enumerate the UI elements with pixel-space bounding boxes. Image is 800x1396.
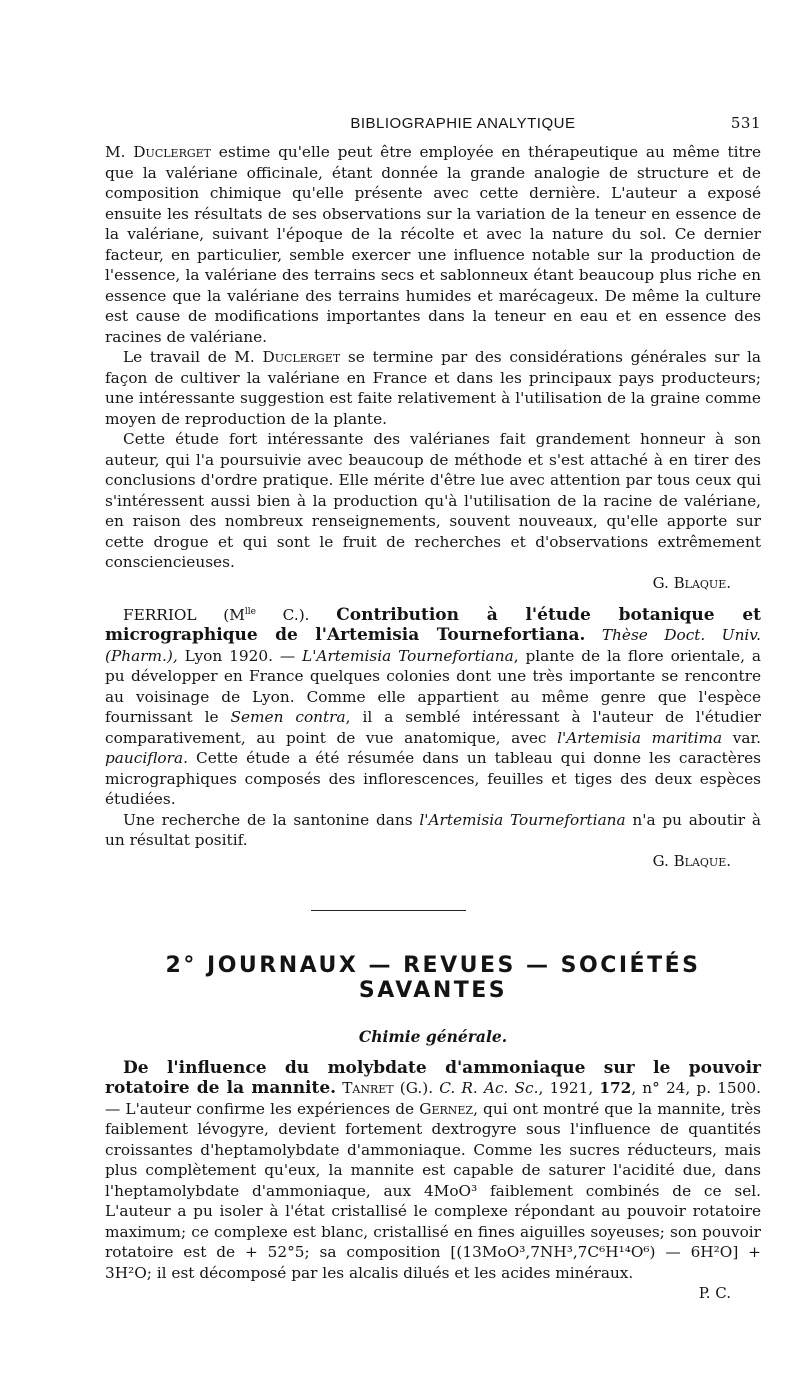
text: n'a pu aboutir à un résultat positif. xyxy=(105,810,762,850)
review-ferriol xyxy=(105,602,761,870)
author-name: Duclerget xyxy=(262,348,341,366)
author-end: C.). xyxy=(255,605,337,624)
signature: G. Blaque. xyxy=(652,573,731,592)
paragraph xyxy=(105,142,761,347)
text: Cette étude fort intéressante des valérianes fait grandement honneur à son auteur, qui l'a poursuivie avec beaucoup de méthode et s'est attaché à en tirer des conclusions d'ordre pratique. Elle mérite d'être lue avec attention par tous ceux qui s'intéressent aussi bien à la production qu'à l'utilisation de la racine de valériane, en raison des nombreux renseignements, souvent nouveaux, qu'elle apporte sur cette drogue et qui sont le fruit de recherches et d'observations extrêmement consciencieuses. xyxy=(105,430,761,571)
text: Lyon 1920. — xyxy=(177,646,303,665)
text: , 1921, xyxy=(538,1079,600,1098)
thesis: Thèse Doct. Univ. (Pharm.), xyxy=(105,626,761,665)
work-title: De l'influence du molybdate d'ammoniaque sur le pouvoir rotatoire de la mannite. xyxy=(105,1057,761,1099)
paragraph xyxy=(105,602,761,810)
species: L'Artemisia Tournefortiana xyxy=(302,646,514,665)
page-header xyxy=(105,114,761,132)
signature: P. C. xyxy=(698,1284,731,1303)
author-name: Duclerget xyxy=(133,143,212,161)
text: Une recherche de la santonine dans xyxy=(123,810,420,829)
text: M. xyxy=(105,143,134,161)
work-title: Contribution à l'étude botanique et micrographique de l'Artemisia Tournefortiana. xyxy=(105,604,761,646)
paragraph xyxy=(105,347,761,429)
text: , qui ont montré que la mannite, très faiblement lévogyre, devient fortement dextrogyre sous l'influence de quantités croissantes d'heptamolybdate d'ammoniaque. Comme les sucres réducteurs, mais plus complètement qu'eux, la mannite est capable de saturer l'acidité due, dans l'heptamolybdate d'ammoniaque, aux 4MoO³ faiblement combinés de ce sel. L'auteur a pu isoler à l'état cristallisé le complexe répondant au pouvoir rotatoire maximum; ce complexe est blanc, cristallisé en fines aiguilles soyeuses; son pouvoir rotatoire est de + 52°5; sa composition [(13MoO³,7NH³,7C⁶H¹⁴O⁶) — 6H²O] + 3H²O; il est décomposé par les alcalis dilués et les acides minéraux. xyxy=(105,1099,761,1282)
text: (G.). xyxy=(393,1079,440,1098)
text: estime qu'elle peut être employée en thérapeutique au même titre que la valériane officinale, étant donnée la grande analogie de structure et de composition chimique qu'elle présente avec cette dernière. L'auteur a exposé ensuite les résultats de ses observations sur la variation de la teneur en essence de la valériane, suivant l'époque de la récolte et avec la nature du sol. Ce dernier facteur, en particulier, semble exercer une influence notable sur la production de l'essence, la valériane des terrains secs et sablonneux étant beaucoup plus riche en essence que la valériane des terrains humides et marécageux. De même la culture est cause de modifications importantes dans la teneur en eau et en essence des racines de valériane. xyxy=(105,143,761,346)
review-tanret xyxy=(105,1058,761,1303)
section-title: 2° JOURNAUX — REVUES — SOCIÉTÉS SAVANTES xyxy=(165,952,701,1003)
author: FERRIOL (M xyxy=(123,605,245,624)
paragraph xyxy=(105,1058,761,1284)
signature: G. Blaque. xyxy=(652,851,731,870)
text: , plante de la flore orientale, a pu développer en France quelques colonies dont une très importante se rencontre au voisinage de Lyon. Comme elle appartient au même genre que l'espèce fournissant le xyxy=(105,646,761,727)
journal: C. R. Ac. Sc. xyxy=(439,1079,539,1098)
text: , n° 24, p. 1500. — L'auteur confirme les expériences de xyxy=(105,1079,761,1118)
species: l'Artemisia Tournefortiana xyxy=(419,810,626,829)
page-number: 531 xyxy=(730,114,761,132)
running-title: BIBLIOGRAPHIE ANALYTIQUE xyxy=(350,115,576,132)
text: se termine par des considérations générales sur la façon de cultiver la valériane en France et dans les principaux pays producteurs; une intéressante suggestion est faite relativement à l'utilisation de la graine comme moyen de reproduction de la plante. xyxy=(105,348,762,428)
species: Semen contra xyxy=(230,708,346,727)
text: Le travail de M. xyxy=(123,348,263,366)
volume: 172 xyxy=(599,1079,632,1098)
divider xyxy=(311,910,466,911)
paragraph xyxy=(105,429,761,573)
paragraph xyxy=(105,810,761,851)
author-name: Gernez xyxy=(419,1099,474,1118)
subsection-title: Chimie générale. xyxy=(358,1026,508,1046)
author-sup: lle xyxy=(244,606,256,617)
review-duclerget xyxy=(105,142,761,592)
page xyxy=(105,114,761,1302)
text: , il a semblé intéressant à l'auteur de l'étudier comparativement, au point de vue anatomique, avec xyxy=(105,708,761,747)
species: l'Artemisia maritima xyxy=(557,728,723,747)
author-name: Tanret xyxy=(336,1079,394,1098)
species: pauciflora xyxy=(105,749,184,768)
text: var. xyxy=(722,728,762,747)
text: . Cette étude a été résumée dans un tableau qui donne les caractères micrographiques composés des inflorescences, feuilles et tiges des deux espèces étudiées. xyxy=(105,749,761,809)
